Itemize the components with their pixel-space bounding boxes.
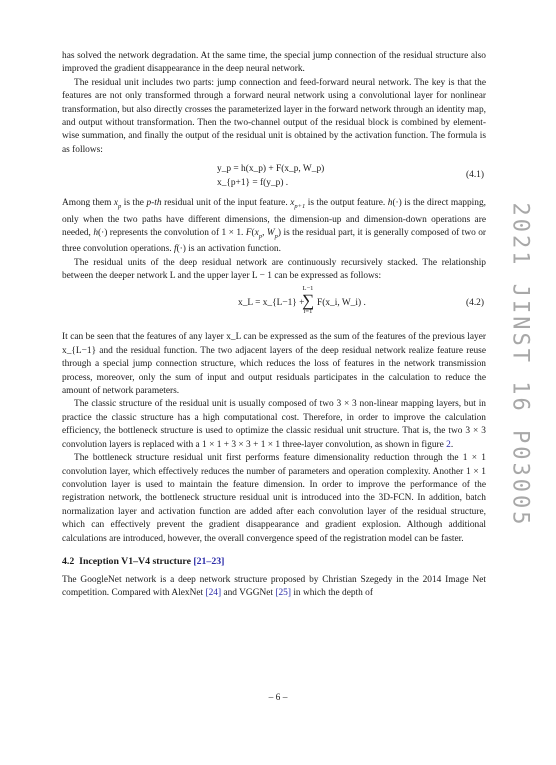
sum-lower-limit: i=1 xyxy=(303,308,313,316)
section-citation-link[interactable]: [21–23] xyxy=(193,555,225,567)
equation-4-1-line-1: y_p = h(x_p) + F(x_p, W_p) xyxy=(217,164,325,175)
journal-side-stamp xyxy=(500,184,540,546)
paragraph-1: has solved the network degradation. At the same time, the special jump connection of the residual structure also improved the gradient disappearance in the deep neural network. xyxy=(62,51,486,75)
equation-4-1-line-2: x_{p+1} = f(y_p) . xyxy=(217,178,289,189)
paragraph-7: The bottleneck structure residual unit first performs feature dimensionality reduction through the 1 × 1 convolution layer, which effectively reduces the number of parameters and operation complexity. Another 1 × 1 convolution layer is used to maintain the feature dimension. In order to improve the performance of the registration network, the bottleneck structure residual unit is introduced into the 3D-FCN. In addition, batch normalization layer and activation function are added after each convolution layer of the residual structure, which can effectively prevent the gradient disappearance and gradient explosion. Although additional calculations are introduced, however, the overall convergence speed of the registration model can be faster. xyxy=(62,453,486,544)
equation-number-4-2: (4.2) xyxy=(466,298,484,309)
paragraph-8: The GoogleNet network is a deep network structure proposed by Christian Szegedy in the 2014 Image Net competition. Compared with AlexNet [24] and VGGNet [25] in which the depth of xyxy=(62,574,486,599)
equation-4-1 xyxy=(62,161,486,195)
equation-number-4-1: (4.1) xyxy=(466,170,484,181)
paragraph-5: It can be seen that the features of any layer x_L can be expressed as the sum of the features of the previous layer x_{L−1} and the residual function. The two adjacent layers of the deep residual network realize feature reuse through a special jump connection structure, which reduces the loss of features in the network transmission process, moreover, only the sum of input and output residuals participates in the calculation to reduce the amount of network parameters. xyxy=(62,332,486,397)
citation-link-25[interactable]: [25] xyxy=(275,588,291,599)
equation-4-2-rhs: F(x_i, W_i) . xyxy=(317,298,366,309)
figure-link[interactable]: 2 xyxy=(446,439,451,450)
section-number: 4.2 xyxy=(62,555,75,567)
equation-4-2-lhs: x_L = x_{L−1} + xyxy=(238,298,305,309)
page-number: – 6 – xyxy=(268,693,288,703)
section-heading xyxy=(62,556,486,567)
equation-4-2 xyxy=(62,285,486,329)
paragraph-2: The residual unit includes two parts: jump connection and feed-forward neural network. The key is that the features are not only transformed through a forward neural network using a convolutional layer for nonlinear transformation, but also directly crosses the parameterized layer in the forward network through an identity map, and output without transformation. Then the two-channel output of the residual block is combined by element-wise summation, and finally the output of the residual unit is obtained by the activation function. The formula is as follows: xyxy=(62,77,486,155)
text-column xyxy=(62,50,486,601)
paragraph-3: Among them $x_p$ is the p-th residual unit of the input feature. $x_{p+1}$ is the output feature. h(·) is the direct mapping, only when the two paths have different dimensions, the dimension-up and dimension-down operations are needed, h(·) represents the convolution of 1 × 1. $F(x_p$, $W_p$) is the residual part, it is generally composed of two or three convolution operations. f(·) is an activation function. xyxy=(62,198,487,255)
citation-link-24[interactable]: [24] xyxy=(205,588,222,599)
sum-upper-limit: L−1 xyxy=(302,285,314,293)
paragraph-6: The classic structure of the residual unit is usually composed of two 3 × 3 non-linear mapping layers, but in practice the classic structure has a high computational cost. Therefore, in order to improve the calculation efficiency, the bottleneck structure is used to optimize the classic residual unit structure. That is, the two 3 × 3 convolution layers is replaced with a 1 × 1 + 3 × 3 + 1 × 1 three-layer convolution, as shown in figure 2. xyxy=(62,399,486,450)
side-stamp-text: 2021 JINST 16 P03005 xyxy=(507,202,533,528)
section-title: Inception V1–V4 structure xyxy=(79,555,191,567)
summation-symbol: L−1 ∑ i=1 xyxy=(301,285,315,316)
paragraph-4: The residual units of the deep residual network are continuously recursively stacked. The relationship between the deeper network L and the upper layer L − 1 can be expressed as follows: xyxy=(62,257,486,282)
